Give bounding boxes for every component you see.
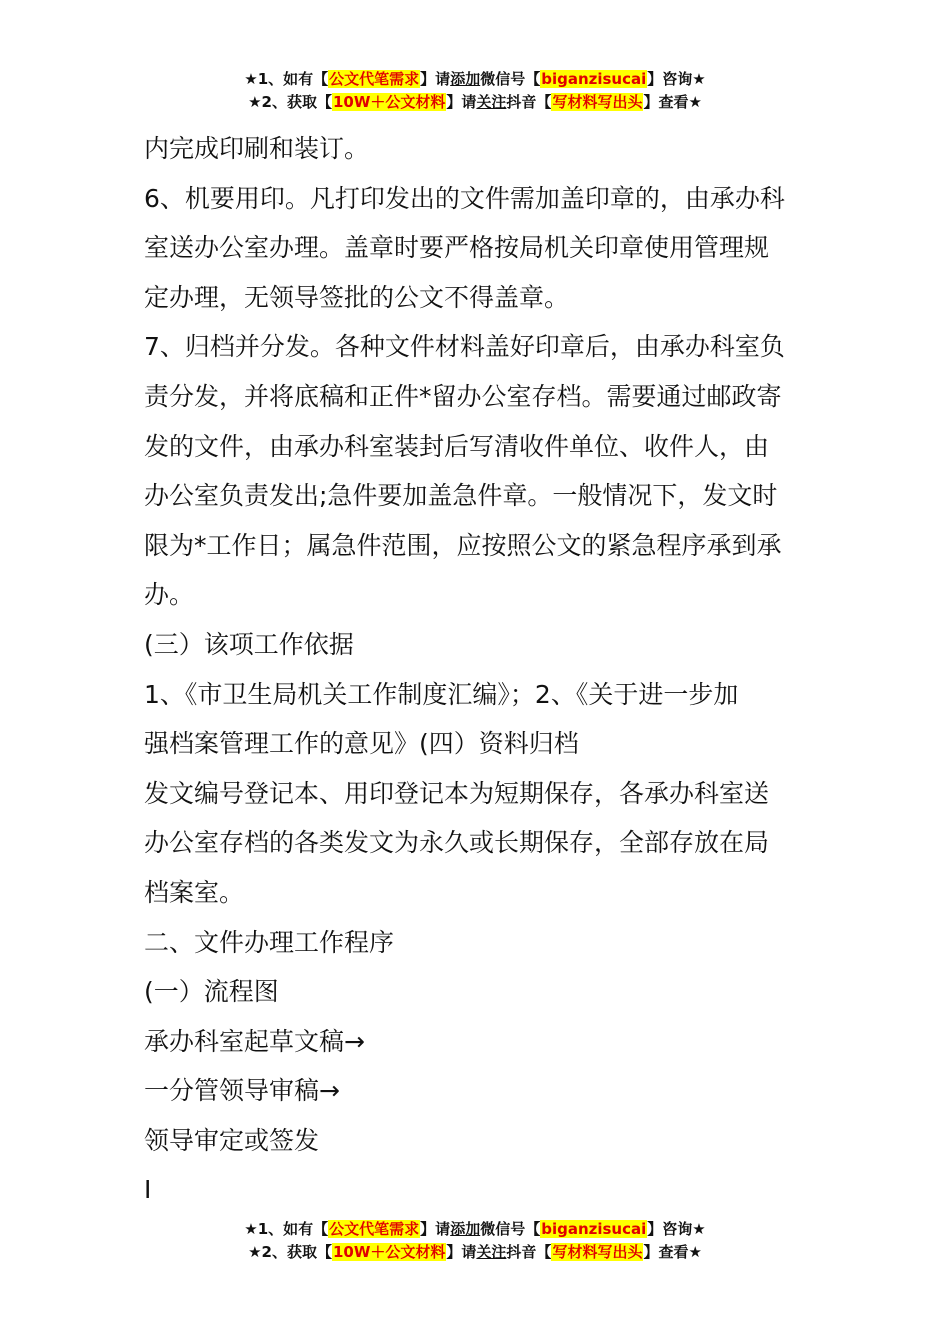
banner-highlight: 公文代笔需求 <box>329 1220 420 1238</box>
banner-text: 】咨询★ <box>647 70 706 88</box>
banner-text: 】咨询★ <box>647 1220 706 1238</box>
body-line: 办公室负责发出;急件要加盖急件章。一般情况下，发文时 <box>144 481 778 511</box>
banner-underlined: 关注 <box>476 93 507 111</box>
banner-text: ★2、获取【 <box>248 93 332 111</box>
banner-text: 】查看★ <box>643 1243 702 1261</box>
body-line: 发文编号登记本、用印登记本为短期保存，各承办科室送 <box>144 778 770 808</box>
banner-text: ★2、获取【 <box>248 1243 332 1261</box>
banner-text: 】请 <box>446 1243 477 1261</box>
banner-highlight: biganzisucai <box>541 70 647 88</box>
banner-text: 】请 <box>446 93 477 111</box>
banner-highlight: 公文代笔需求 <box>329 70 420 88</box>
body-line: 档案室。 <box>144 877 245 907</box>
banner-line-2 <box>0 1241 950 1264</box>
flow-connector: I <box>144 1175 152 1205</box>
banner-highlight: 写材料写出头 <box>552 1243 643 1261</box>
flow-step: 承办科室起草文稿→ <box>144 1026 365 1056</box>
footer-banner <box>0 1218 950 1264</box>
banner-underlined: 关注 <box>476 1243 507 1261</box>
body-line: 强档案管理工作的意见》(四）资料归档 <box>144 729 579 759</box>
body-line: 室送办公室办理。盖章时要严格按局机关印章使用管理规 <box>144 233 770 263</box>
banner-line-2 <box>0 91 950 114</box>
body-line: 6、机要用印。凡打印发出的文件需加盖印章的，由承办科 <box>144 183 785 213</box>
banner-highlight: biganzisucai <box>541 1220 647 1238</box>
body-line: 限为*工作日；属急件范围，应按照公文的紧急程序承到承 <box>144 530 782 560</box>
banner-underlined: 添加 <box>450 70 481 88</box>
section-heading: (三）该项工作依据 <box>144 629 354 659</box>
banner-text: 抖音【 <box>506 93 552 111</box>
banner-text: 微信号【 <box>480 1220 541 1238</box>
banner-text: 微信号【 <box>480 70 541 88</box>
body-line: 1、《市卫生局机关工作制度汇编》；2、《关于进一步加 <box>144 679 739 709</box>
header-banner <box>0 68 950 114</box>
banner-underlined: 添加 <box>450 1220 481 1238</box>
body-line: 发的文件，由承办科室装封后写清收件单位、收件人，由 <box>144 431 770 461</box>
section-heading: (一）流程图 <box>144 977 279 1007</box>
body-line: 办。 <box>144 580 195 610</box>
banner-text: ★1、如有【 <box>244 70 329 88</box>
banner-line-1 <box>0 1218 950 1241</box>
body-line: 定办理，无领导签批的公文不得盖章。 <box>144 282 570 312</box>
banner-text: 】请 <box>420 70 451 88</box>
body-line: 办公室存档的各类发文为永久或长期保存，全部存放在局 <box>144 828 770 858</box>
body-line: 内完成印刷和装订。 <box>144 134 370 163</box>
banner-highlight: 10W＋公文材料 <box>332 1243 446 1261</box>
document-body <box>144 124 812 1215</box>
banner-text: 抖音【 <box>506 1243 552 1261</box>
banner-highlight: 写材料写出头 <box>552 93 643 111</box>
banner-highlight: 10W＋公文材料 <box>332 93 446 111</box>
banner-line-1 <box>0 68 950 91</box>
body-line: 7、归档并分发。各种文件材料盖好印章后，由承办科室负 <box>144 332 785 362</box>
flow-step: 领导审定或签发 <box>144 1125 320 1155</box>
banner-text: ★1、如有【 <box>244 1220 329 1238</box>
section-heading: 二、文件办理工作程序 <box>144 927 395 957</box>
flow-step: 一分管领导审稿→ <box>144 1076 340 1106</box>
body-line: 责分发，并将底稿和正件*留办公室存档。需要通过邮政寄 <box>144 381 782 411</box>
banner-text: 】查看★ <box>643 93 702 111</box>
banner-text: 】请 <box>420 1220 451 1238</box>
